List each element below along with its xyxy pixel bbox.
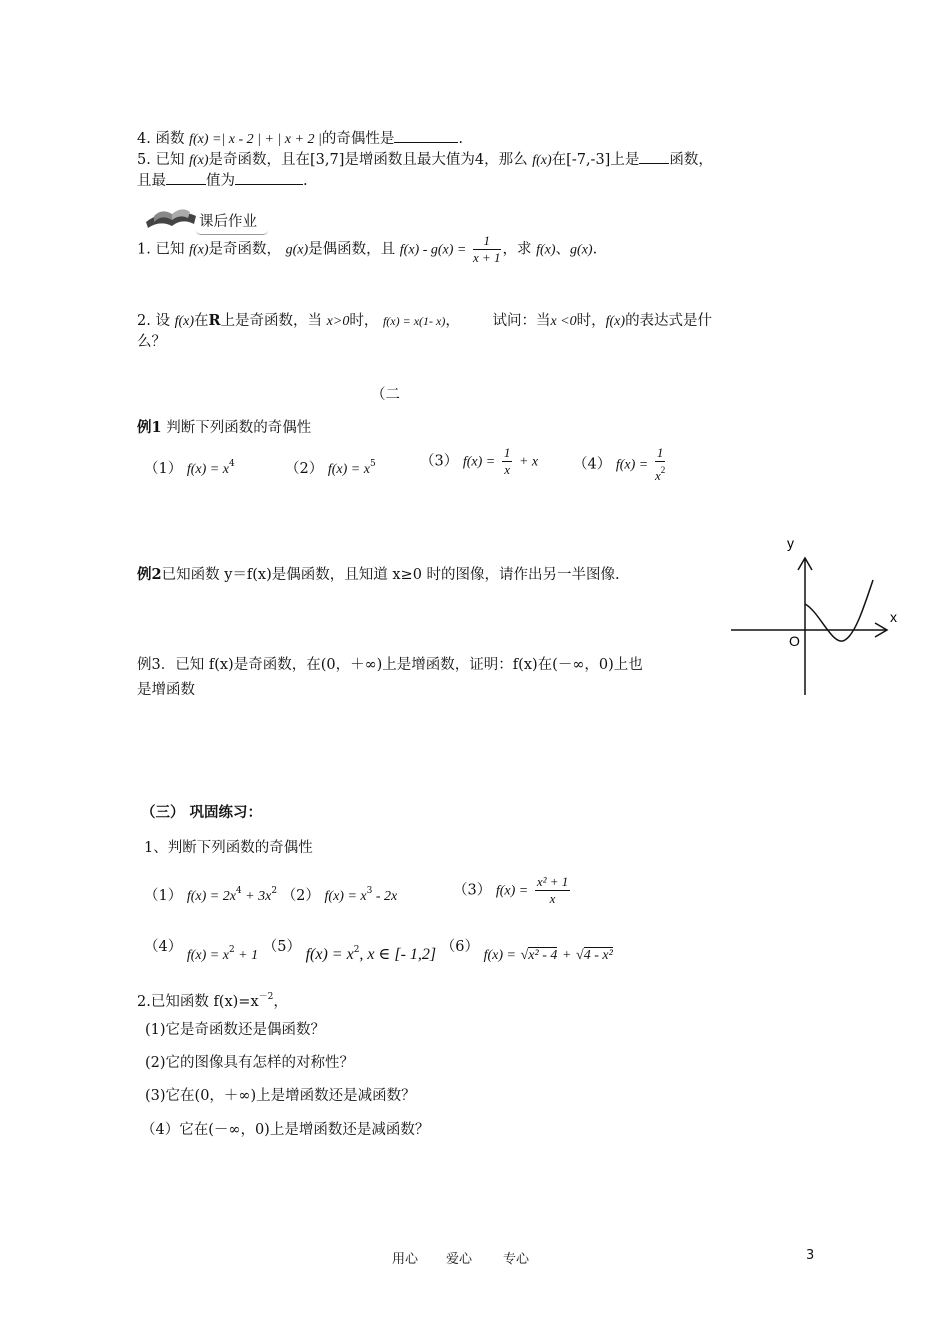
footer-motto-1: 用心: [392, 1252, 419, 1267]
example-1: 例1 判断下列函数的奇偶性: [137, 419, 312, 436]
homework-2-cont: 么？: [137, 334, 166, 350]
example-2: 例2已知函数 y＝f(x)是偶函数，且知道 x≥0 时的图像，请作出另一半图像.: [137, 566, 620, 583]
formula: f(x) =| x - 2 | + | x + 2 |: [189, 132, 322, 147]
practice-1-items-row-1: （1） $f(x) = 2x^4 + 3x^2$ （2） $f(x) = x^3 - 2x$: [144, 886, 398, 904]
practice-2-q3: (3)它在(0，＋∞)上是增函数还是减函数？: [145, 1088, 416, 1104]
answer-blank[interactable]: [394, 128, 458, 143]
question-5-cont: 且最 值为 .: [137, 170, 308, 191]
example-1-item-1: （1） $f(x) = x^4$: [144, 459, 235, 477]
section-2-title: （二: [371, 387, 400, 403]
homework-1: 1. 已知 f(x)是奇函数， g(x)是偶函数，且 f(x) - g(x) = $\frac{1}{x + 1}$ ，求 f(x)、g(x).: [137, 233, 598, 265]
answer-blank[interactable]: [639, 149, 669, 164]
fraction: $\frac{1}{x + 1}$: [472, 233, 501, 265]
example-3-line-2: 是增函数: [137, 682, 195, 698]
section-3-title: （三） 巩固练习：: [141, 804, 263, 821]
practice-1-item-3: （3） f(x) = $\frac{\text{x² + 1}}{x}$: [453, 874, 569, 906]
answer-blank[interactable]: [166, 170, 206, 185]
homework-2: 2. 设 f(x)在R上是奇函数，当 x>0时， f(x) = x(1- x)， 试问：当x <0时，f(x)的表达式是什: [137, 312, 713, 329]
practice-2-q4: （4）它在(－∞，0)上是增函数还是减函数？: [141, 1122, 430, 1138]
practice-2-title: 2.已知函数 $f(x)=x^{-2}$，: [137, 992, 288, 1010]
answer-blank[interactable]: [235, 170, 303, 185]
example-1-item-4: （4） f(x) = $\frac{1}{x^2}$: [573, 445, 666, 483]
practice-1-items-row-2: （4） $f(x) = x^2 + 1$ （5） $f(x) = x^2$, x ∈ [- 1,2] （6） f(x) = √x² - 4 + √4 - x²: [144, 939, 613, 963]
footer-motto-2: 爱心: [446, 1252, 473, 1267]
footer-motto-3: 专心: [503, 1252, 530, 1267]
homework-title: 课后作业: [199, 214, 257, 230]
homework-header: [142, 202, 198, 232]
function-graph: [725, 530, 915, 700]
question-4: 4. 函数 f(x) =| x - 2 | + | x + 2 |的奇偶性是 .: [137, 128, 463, 150]
book-icon: [142, 202, 198, 228]
y-axis-label: y: [787, 535, 794, 551]
example-1-item-3: （3） f(x) = $\frac{1}{x}$ + x: [420, 445, 539, 477]
example-1-item-2: （2） $f(x) = x^5$: [285, 459, 376, 477]
curve: [805, 580, 873, 641]
practice-2-q2: (2)它的图像具有怎样的对称性？: [145, 1055, 355, 1071]
question-5: 5. 已知 f(x)是奇函数，且在[3,7]是增函数且最大值为4，那么 f(x)在[-7,-3]上是 函数，: [137, 149, 713, 171]
example-3-line-1: 例3．已知 f(x)是奇函数，在(0，＋∞)上是增函数，证明：f(x)在(－∞，0)上也: [137, 657, 643, 673]
page-number: 3: [806, 1248, 815, 1263]
origin-label: O: [789, 633, 800, 649]
sqrt: √4 - x²: [576, 948, 613, 963]
sqrt: √x² - 4: [520, 948, 558, 963]
practice-2-q1: (1)它是奇函数还是偶函数？: [145, 1022, 326, 1038]
practice-1-title: 1、判断下列函数的奇偶性: [144, 840, 313, 856]
x-axis-label: x: [890, 609, 897, 625]
